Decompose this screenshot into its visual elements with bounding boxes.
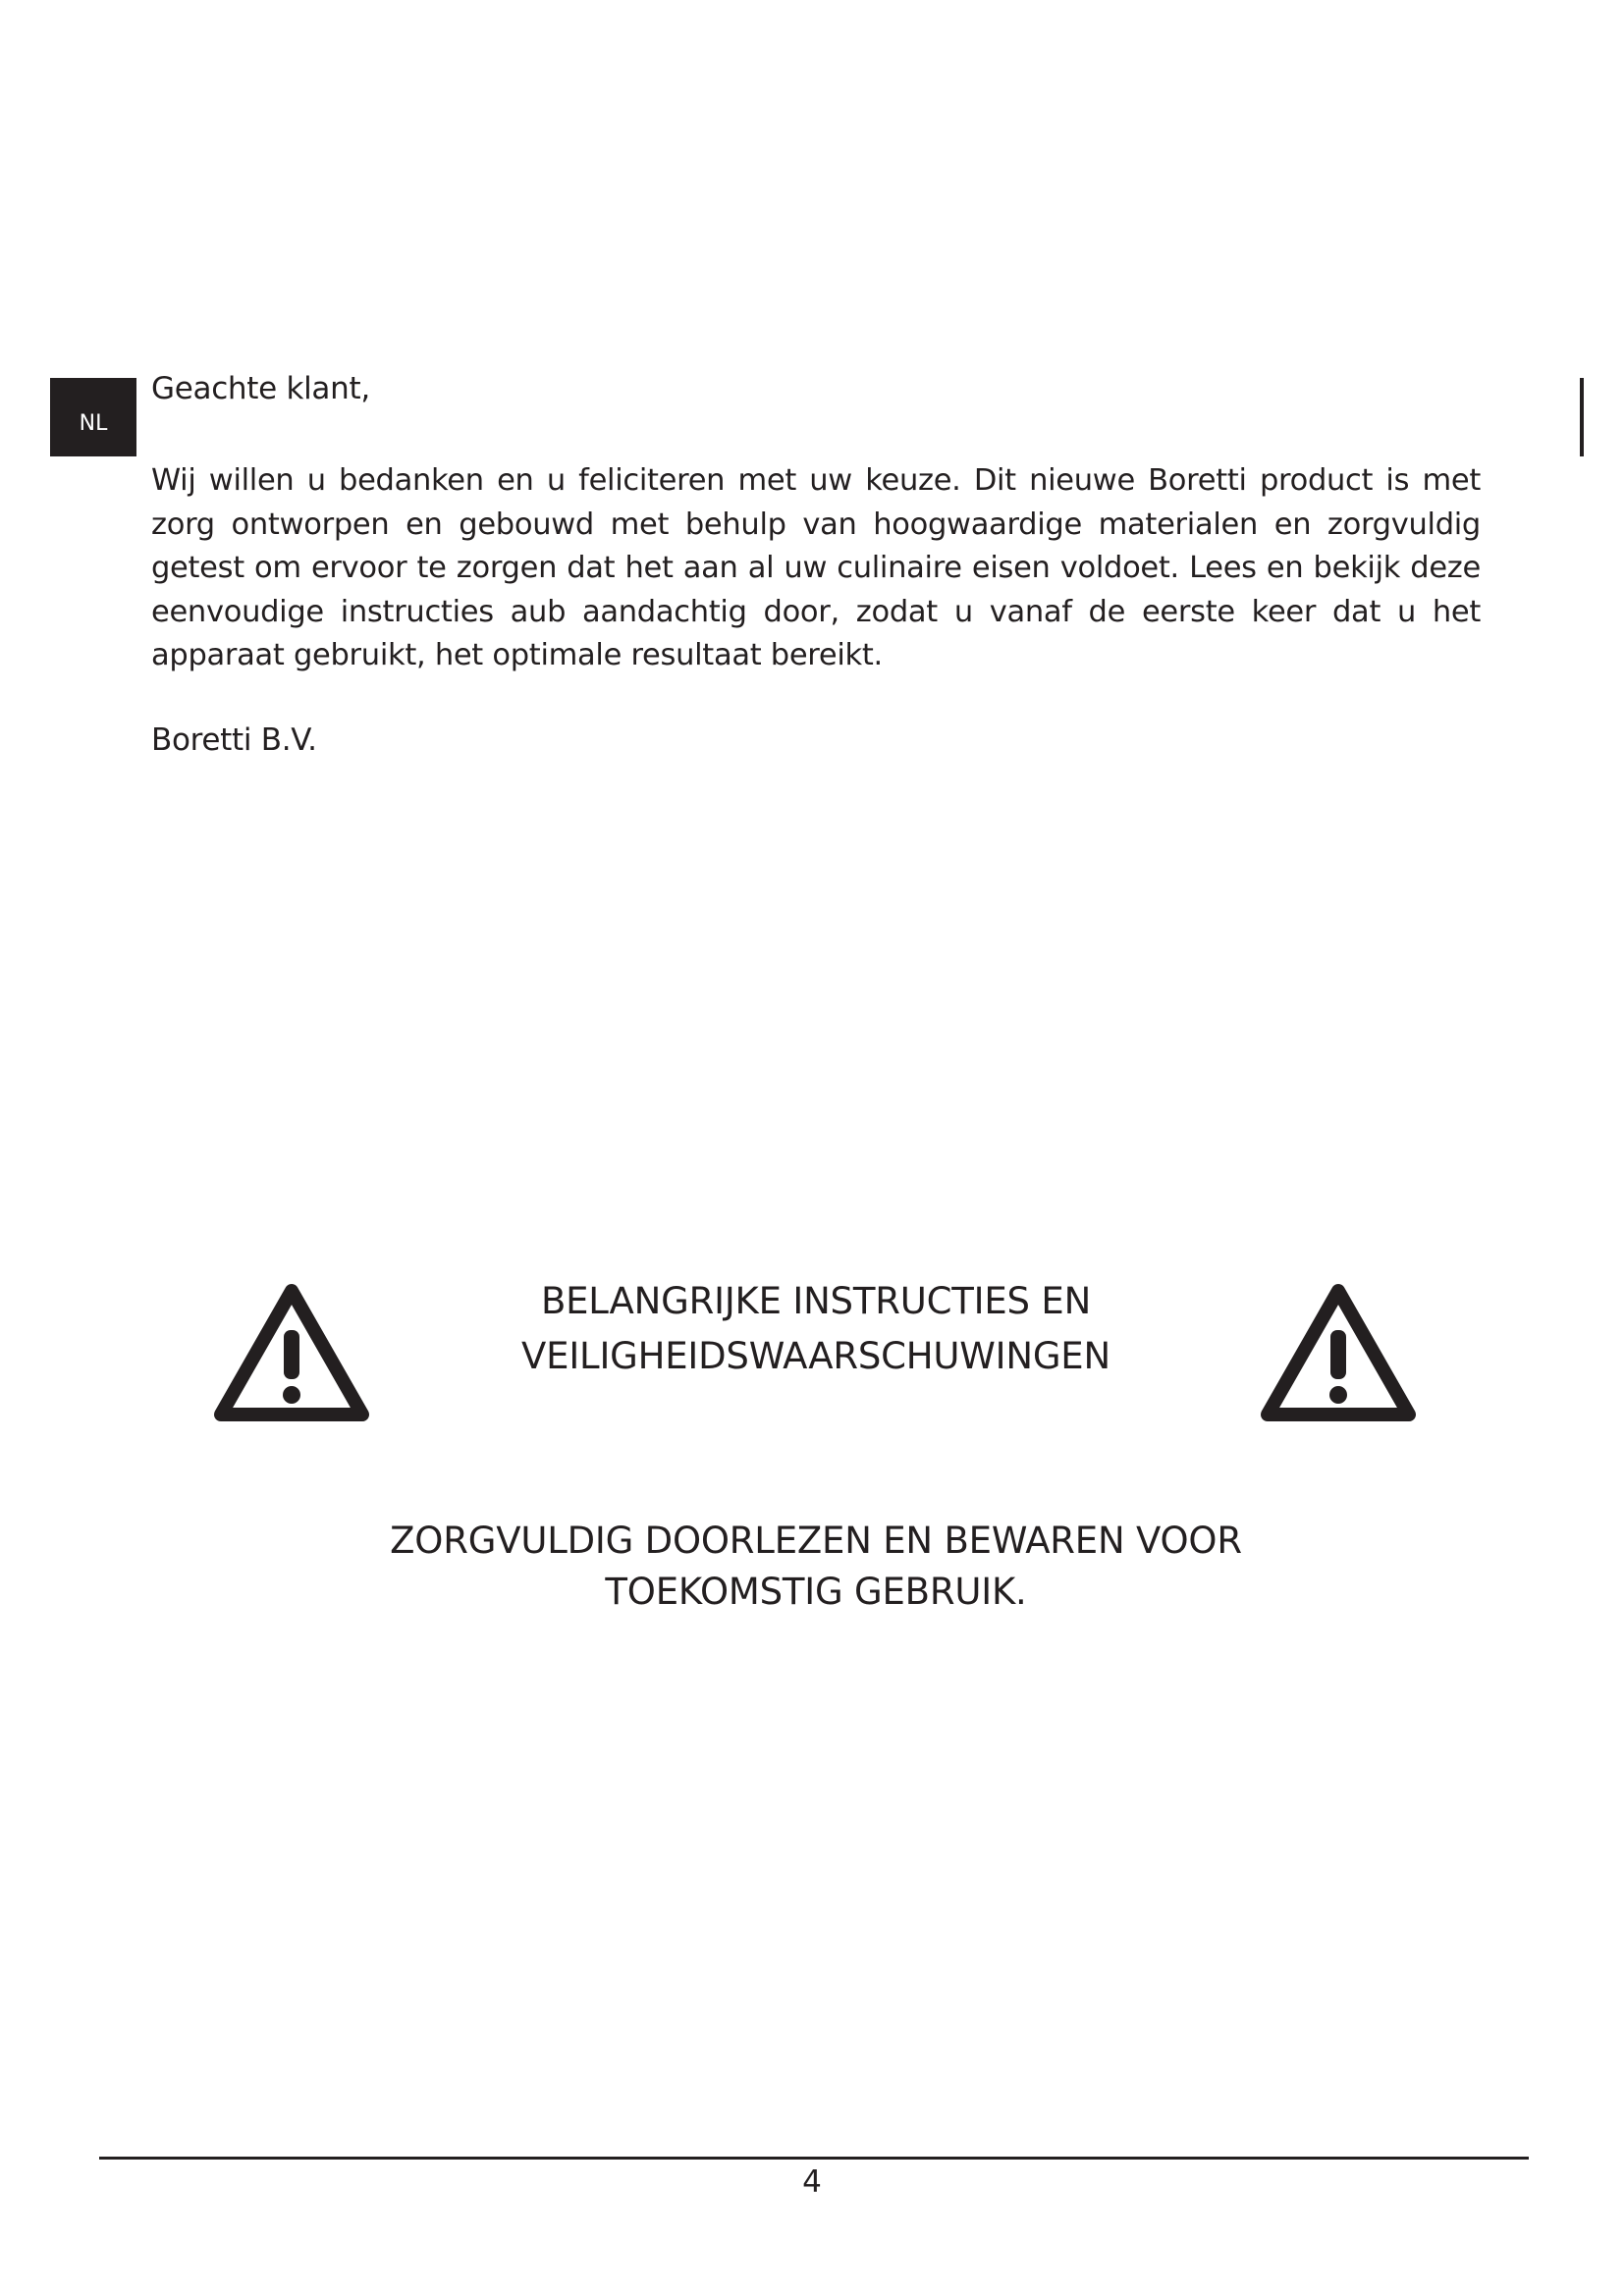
letter-body: Wij willen u bedanken en u feliciteren met uw keuze. Dit nieuwe Boretti product is met zorg ontworpen en gebouwd met behulp van hoogwaardige materialen en zorgvuldig getest om ervoor te zorgen dat het aan al uw culinaire eisen voldoet. Lees en bekijk deze eenvoudige instructies aub aandachtig door, zodat u vanaf de eerste keer dat u het apparaat gebruikt, het optimale resultaat bereikt. <box>151 463 1481 672</box>
page-edge-marker <box>1580 378 1584 456</box>
language-tab-label: NL <box>79 410 108 436</box>
warning-title-line-2: VEILIGHEIDSWAARSCHUWINGEN <box>521 1335 1110 1377</box>
footer-divider <box>99 2157 1529 2160</box>
warning-triangle-icon <box>1260 1283 1417 1422</box>
letter-signature: Boretti B.V. <box>151 722 317 758</box>
letter-greeting: Geachte klant, <box>151 371 370 406</box>
notice-line-1: ZORGVULDIG DOORLEZEN EN BEWAREN VOOR <box>390 1520 1242 1562</box>
notice-line-2: TOEKOMSTIG GEBRUIK. <box>605 1571 1027 1613</box>
read-and-keep-notice <box>295 1516 1337 1618</box>
warning-title <box>393 1274 1239 1384</box>
warning-title-line-1: BELANGRIJKE INSTRUCTIES EN <box>540 1280 1092 1322</box>
language-tab <box>50 378 136 456</box>
page-number: 4 <box>802 2164 822 2200</box>
warning-triangle-icon <box>213 1283 370 1422</box>
